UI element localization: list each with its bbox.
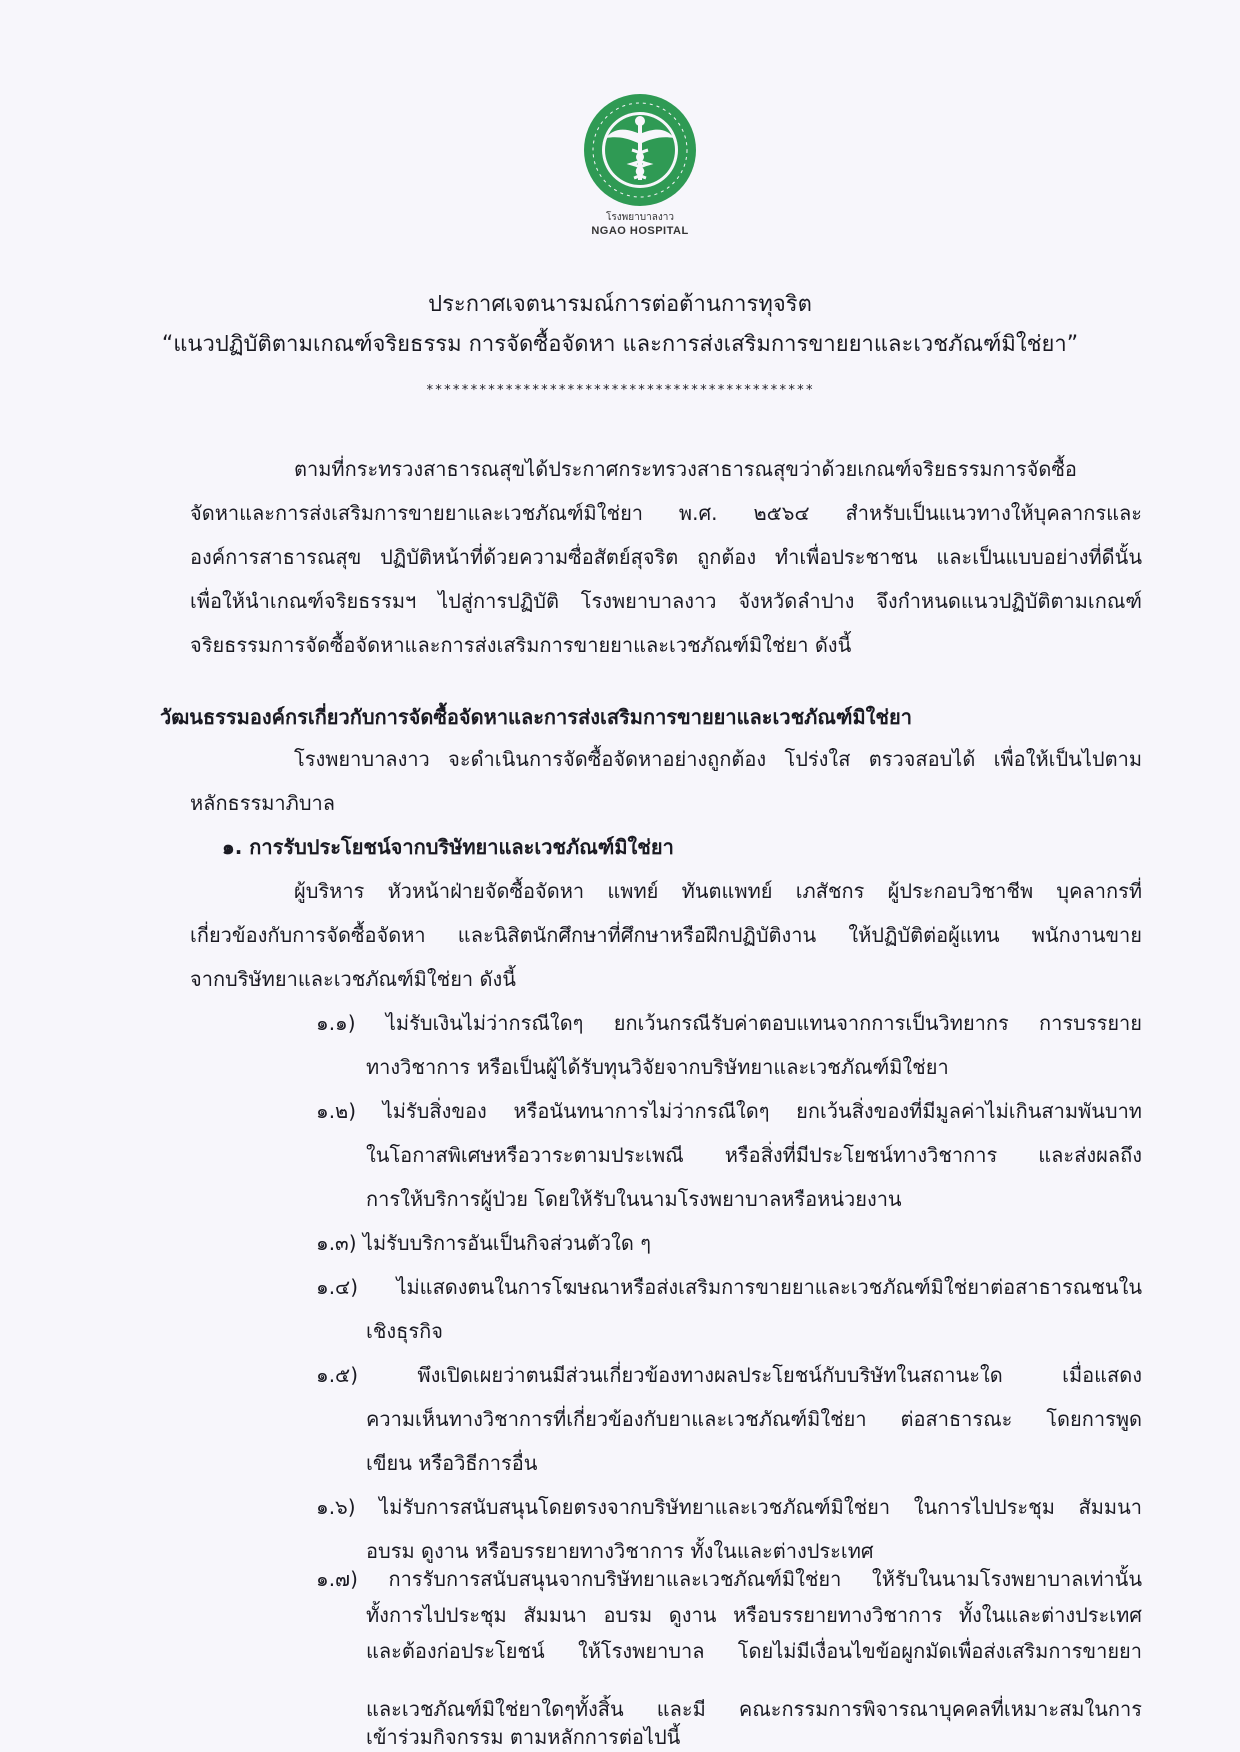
list-item-continuation: ความเห็นทางวิชาการที่เกี่ยวข้องกับยาและเวชภัณฑ์มิใช่ยา ต่อสาธารณะ โดยการพูด: [366, 1407, 1142, 1431]
list-item-continuation: ทั้งการไปประชุม สัมมนา อบรม ดูงาน หรือบรรยายทางวิชาการ ทั้งในและต่างประเทศ: [366, 1603, 1142, 1627]
hospital-name-english: NGAO HOSPITAL: [591, 225, 689, 237]
ministry-logo: [570, 92, 710, 237]
list-item: ๑.๖) ไม่รับการสนับสนุนโดยตรงจากบริษัทยาและเวชภัณฑ์มิใช่ยา ในการไปประชุม สัมมนา: [316, 1495, 1142, 1519]
list-item-continuation: ในโอกาสพิเศษหรือวาระตามประเพณี หรือสิ่งที่มีประโยชน์ทางวิชาการ และส่งผลถึง: [366, 1143, 1142, 1167]
list-item: ๑.๑) ไม่รับเงินไม่ว่ากรณีใดๆ ยกเว้นกรณีรับค่าตอบแทนจากการเป็นวิทยากร การบรรยาย: [316, 1011, 1142, 1035]
list-item: ๑.๔) ไม่แสดงตนในการโฆษณาหรือส่งเสริมการขายยาและเวชภัณฑ์มิใช่ยาต่อสาธารณชนใน: [316, 1275, 1142, 1299]
intro-line: เพื่อให้นำเกณฑ์จริยธรรมฯ ไปสู่การปฏิบัติ โรงพยาบาลงาว จังหวัดลำปาง จึงกำหนดแนวปฏิบัติตามเกณฑ์: [190, 589, 1142, 613]
list-item-continuation: เชิงธุรกิจ: [366, 1319, 443, 1343]
subsection-para-line: จากบริษัทยาและเวชภัณฑ์มิใช่ยา ดังนี้: [190, 967, 516, 991]
page-title: ประกาศเจตนารมณ์การต่อต้านการทุจริต: [428, 292, 812, 317]
section-para-line: โรงพยาบาลงาว จะดำเนินการจัดซื้อจัดหาอย่างถูกต้อง โปร่งใส ตรวจสอบได้ เพื่อให้เป็นไปตาม: [294, 747, 1142, 771]
intro-line: องค์การสาธารณสุข ปฏิบัติหน้าที่ด้วยความซื่อสัตย์สุจริต ถูกต้อง ทำเพื่อประชาชน และเป็นแบบอย่างที่ดีนั้น: [190, 545, 1142, 569]
section-heading: วัฒนธรรมองค์กรเกี่ยวกับการจัดซื้อจัดหาและการส่งเสริมการขายยาและเวชภัณฑ์มิใช่ยา: [160, 705, 912, 729]
subsection-para-line: ผู้บริหาร หัวหน้าฝ่ายจัดซื้อจัดหา แพทย์ ทันตแพทย์ เภสัชกร ผู้ประกอบวิชาชีพ บุคลากรที่: [294, 879, 1142, 903]
list-item-continuation: การให้บริการผู้ป่วย โดยให้รับในนามโรงพยาบาลหรือหน่วยงาน: [366, 1187, 902, 1211]
intro-line: จัดหาและการส่งเสริมการขายยาและเวชภัณฑ์มิใช่ยา พ.ศ. ๒๕๖๔ สำหรับเป็นแนวทางให้บุคลากรและ: [190, 501, 1142, 525]
ministry-seal-icon: [582, 92, 698, 208]
list-item-continuation: และต้องก่อประโยชน์ ให้โรงพยาบาล โดยไม่มีเงื่อนไขข้อผูกมัดเพื่อส่งเสริมการขายยา: [366, 1639, 1142, 1663]
section-para-line: หลักธรรมาภิบาล: [190, 791, 336, 815]
list-item: ๑.๓) ไม่รับบริการอันเป็นกิจส่วนตัวใด ๆ: [316, 1231, 651, 1255]
list-item: ๑.๗) การรับการสนับสนุนจากบริษัทยาและเวชภัณฑ์มิใช่ยา ให้รับในนามโรงพยาบาลเท่านั้น: [316, 1567, 1142, 1591]
list-item: ๑.๕) พึงเปิดเผยว่าตนมีส่วนเกี่ยวข้องทางผลประโยชน์กับบริษัทในสถานะใด เมื่อแสดง: [316, 1363, 1142, 1387]
list-item: ๑.๒) ไม่รับสิ่งของ หรือนันทนาการไม่ว่ากรณีใดๆ ยกเว้นสิ่งของที่มีมูลค่าไม่เกินสามพันบาท: [316, 1099, 1142, 1123]
hospital-name-thai: โรงพยาบาลงาว: [606, 212, 674, 223]
intro-line: จริยธรรมการจัดซื้อจัดหาและการส่งเสริมการขายยาและเวชภัณฑ์มิใช่ยา ดังนี้: [190, 633, 852, 657]
list-item-continuation: เข้าร่วมกิจกรรม ตามหลักการต่อไปนี้: [366, 1725, 681, 1749]
list-item-continuation: ทางวิชาการ หรือเป็นผู้ได้รับทุนวิจัยจากบริษัทยาและเวชภัณฑ์มิใช่ยา: [366, 1055, 949, 1079]
list-item-continuation: อบรม ดูงาน หรือบรรยายทางวิชาการ ทั้งในและต่างประเทศ: [366, 1539, 874, 1563]
intro-line: ตามที่กระทรวงสาธารณสุขได้ประกาศกระทรวงสาธารณสุขว่าด้วยเกณฑ์จริยธรรมการจัดซื้อ: [294, 457, 1077, 481]
divider-stars: ********************************************: [425, 383, 815, 398]
page-subtitle: “แนวปฏิบัติตามเกณฑ์จริยธรรม การจัดซื้อจัดหา และการส่งเสริมการขายยาและเวชภัณฑ์มิใช่ยา”: [161, 332, 1079, 357]
subsection-para-line: เกี่ยวข้องกับการจัดซื้อจัดหา และนิสิตนักศึกษาที่ศึกษาหรือฝึกปฏิบัติงาน ให้ปฏิบัติต่อผู้แทน พนักงานขาย: [190, 923, 1142, 947]
list-item-continuation: เขียน หรือวิธีการอื่น: [366, 1451, 538, 1475]
list-item-continuation: และเวชภัณฑ์มิใช่ยาใดๆทั้งสิ้น และมี คณะกรรมการพิจารณาบุคคลที่เหมาะสมในการ: [366, 1697, 1142, 1721]
subsection-heading: ๑. การรับประโยชน์จากบริษัทยาและเวชภัณฑ์มิใช่ยา: [222, 835, 674, 859]
